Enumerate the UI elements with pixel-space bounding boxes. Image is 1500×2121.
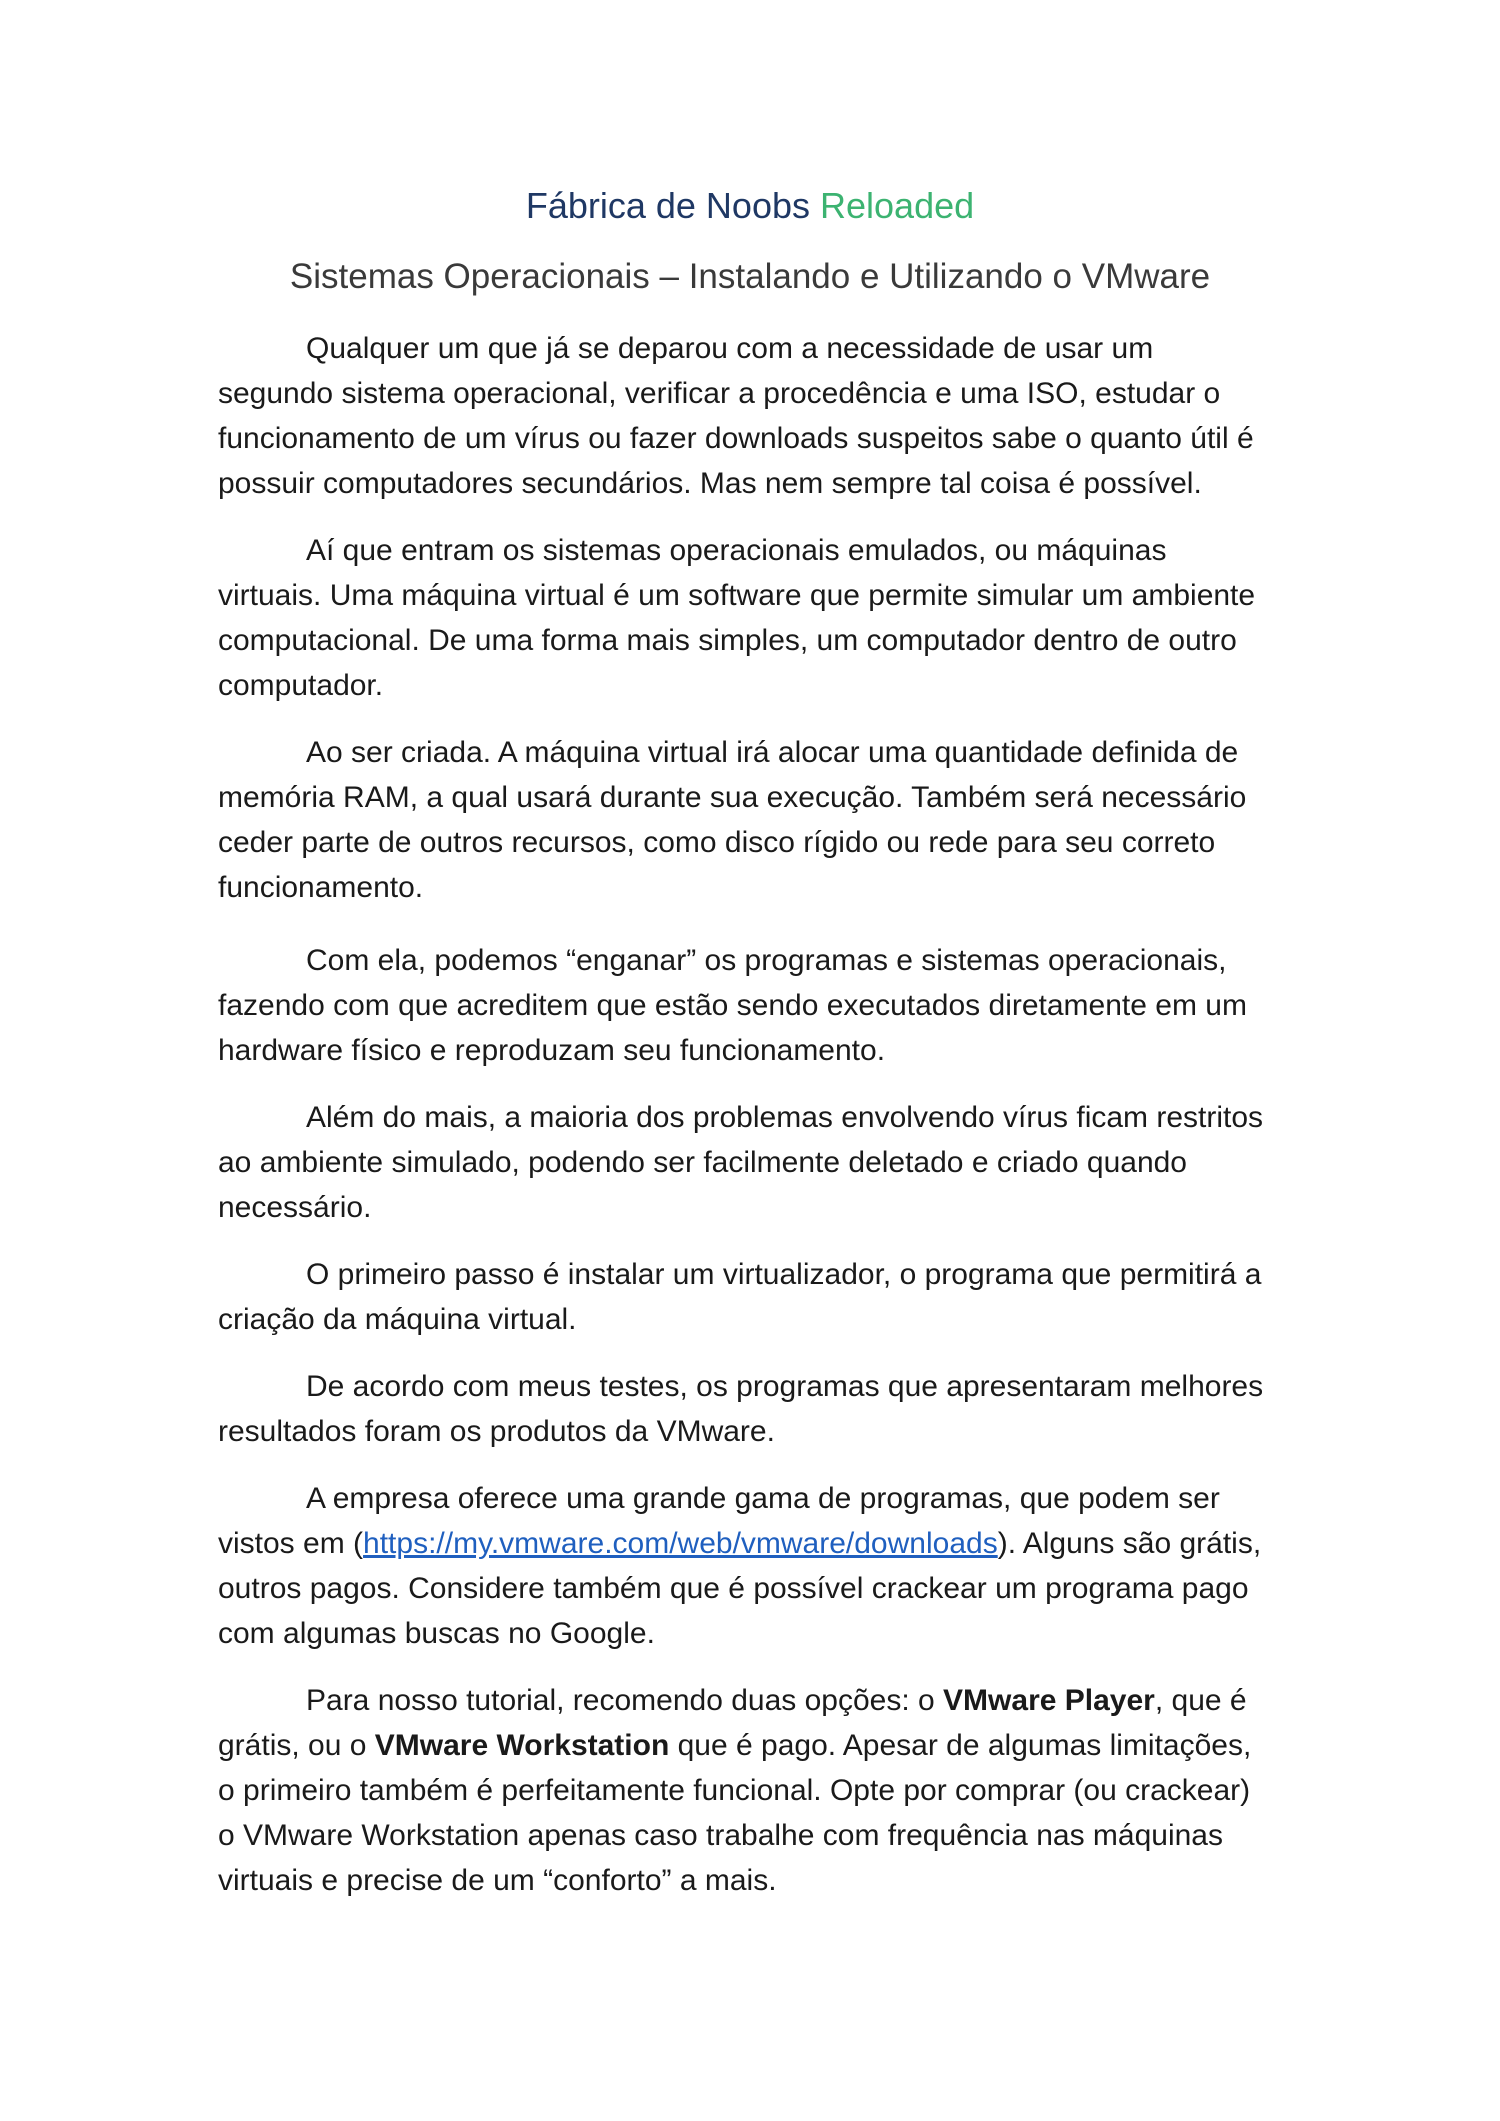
paragraph-8-text-after: ). Alguns são grátis, outros pagos. Considere também que é possível crackear um programa pago com algumas buscas no Google. — [218, 1527, 1262, 1650]
paragraph-9-text-3: que é pago. Apesar de algumas limitações, o primeiro também é perfeitamente funcional. Opte por comprar (ou crackear) o VMware Workstation apenas caso trabalhe com frequência nas máquinas virtuais e precise de um “conforto” a mais. — [218, 1729, 1252, 1897]
title-accent: Reloaded — [820, 185, 975, 226]
title-main: Fábrica de Noobs — [525, 185, 810, 226]
paragraph-2: Aí que entram os sistemas operacionais emulados, ou máquinas virtuais. Uma máquina virtual é um software que permite simular um ambiente computacional. De uma forma mais simples, um computador dentro de outro computador. — [218, 534, 1256, 702]
paragraph-8 — [218, 1476, 1268, 1656]
vmware-workstation-bold: VMware Workstation — [374, 1729, 670, 1762]
paragraph-3: Ao ser criada. A máquina virtual irá alocar uma quantidade definida de memória RAM, a qual usará durante sua execução. Também será necessário ceder parte de outros recursos, como disco rígido ou rede para seu correto funcionamento. — [218, 736, 1247, 904]
paragraph-7: De acordo com meus testes, os programas que apresentaram melhores resultados foram os produtos da VMware. — [218, 1370, 1264, 1448]
paragraph-9-text-2: , que é grátis, ou o — [218, 1684, 1247, 1762]
paragraph-5: Além do mais, a maioria dos problemas envolvendo vírus ficam restritos ao ambiente simulado, podendo ser facilmente deletado e criado quando necessário. — [218, 1101, 1264, 1224]
paragraph-9 — [218, 1678, 1268, 1903]
vmware-downloads-link[interactable]: https://my.vmware.com/web/vmware/downloads — [363, 1527, 998, 1560]
paragraph-9-text-1: Para nosso tutorial, recomendo duas opções: o — [306, 1684, 944, 1717]
document-subtitle: Sistemas Operacionais – Instalando e Utilizando o VMware — [289, 257, 1211, 296]
paragraph-6: O primeiro passo é instalar um virtualizador, o programa que permitirá a criação da máquina virtual. — [218, 1258, 1262, 1336]
document-title — [0, 182, 1500, 230]
vmware-player-bold: VMware Player — [943, 1684, 1155, 1717]
paragraph-1: Qualquer um que já se deparou com a necessidade de usar um segundo sistema operacional, verificar a procedência e uma ISO, estudar o funcionamento de um vírus ou fazer downloads suspeitos sabe o quanto útil é possuir computadores secundários. Mas nem sempre tal coisa é possível. — [218, 332, 1254, 500]
paragraph-8-text-before: A empresa oferece uma grande gama de programas, que podem ser vistos em ( — [218, 1482, 1220, 1560]
document-body — [218, 326, 1268, 1925]
paragraph-4: Com ela, podemos “enganar” os programas e sistemas operacionais, fazendo com que acreditem que estão sendo executados diretamente em um hardware físico e reproduzam seu funcionamento. — [218, 944, 1247, 1067]
